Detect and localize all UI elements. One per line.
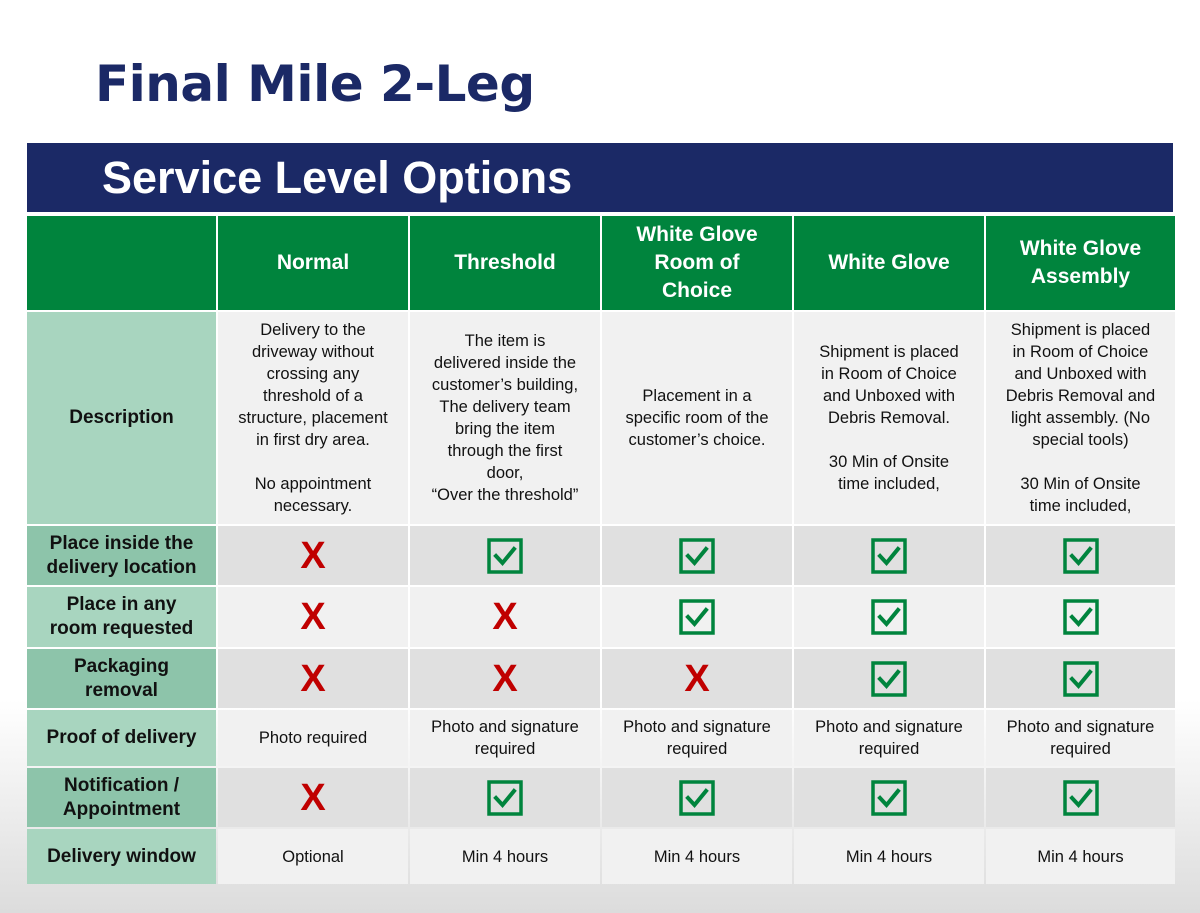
checkbox-checked-icon (871, 599, 907, 635)
table-cell (410, 649, 600, 708)
cross-icon: X (300, 657, 326, 700)
checkbox-checked-icon (1063, 661, 1099, 697)
checkbox-checked-icon (871, 661, 907, 697)
section-banner (27, 143, 1173, 212)
checkbox-checked-icon (679, 599, 715, 635)
checkbox-checked-icon (679, 538, 715, 574)
header-corner (27, 216, 216, 310)
checkbox-checked-icon (487, 780, 523, 816)
table-cell: Placement in a specific room of the customer’s choice. (602, 312, 792, 524)
cross-icon: X (492, 657, 518, 700)
checkbox-checked-icon (871, 538, 907, 574)
table-cell: Photo and signature required (410, 710, 600, 766)
table-cell (794, 526, 984, 585)
row-header: Description (27, 312, 216, 524)
column-header: White Glove Assembly (986, 216, 1175, 310)
table-cell (410, 587, 600, 647)
cross-icon: X (492, 596, 518, 638)
table-cell: Photo and signature required (986, 710, 1175, 766)
table-cell (218, 649, 408, 708)
column-header: White Glove (794, 216, 984, 310)
table-cell (602, 587, 792, 647)
table-cell: Delivery to the driveway without crossing any threshold of a structure, placement in first dry area. No appointment necessary. (218, 312, 408, 524)
checkbox-checked-icon (487, 538, 523, 574)
table-cell: Min 4 hours (410, 829, 600, 884)
table-cell: Photo required (218, 710, 408, 766)
banner-title: Service Level Options (102, 152, 573, 203)
table-cell (986, 768, 1175, 827)
service-level-table (27, 216, 1173, 884)
table-cell (602, 526, 792, 585)
table-cell (218, 768, 408, 827)
table-cell (986, 649, 1175, 708)
table-cell: Photo and signature required (794, 710, 984, 766)
cross-icon: X (684, 657, 710, 700)
table-cell: Min 4 hours (986, 829, 1175, 884)
row-header: Delivery window (27, 829, 216, 884)
column-header: Normal (218, 216, 408, 310)
table-cell: Optional (218, 829, 408, 884)
row-header: Place inside the delivery location (27, 526, 216, 585)
table-cell: Shipment is placed in Room of Choice and Unboxed with Debris Removal and light assembly. (No special tools) 30 Min of Onsite time included, (986, 312, 1175, 524)
table-cell (986, 587, 1175, 647)
cross-icon: X (300, 776, 326, 819)
row-header: Notification / Appointment (27, 768, 216, 827)
column-header: Threshold (410, 216, 600, 310)
row-header: Place in any room requested (27, 587, 216, 647)
table-cell (218, 587, 408, 647)
table-cell (986, 526, 1175, 585)
table-cell (410, 526, 600, 585)
table-cell: The item is delivered inside the customer’s building, The delivery team bring the item through the first door, “Over the threshold” (410, 312, 600, 524)
column-header: White Glove Room of Choice (602, 216, 792, 310)
table-cell (602, 649, 792, 708)
page-title: Final Mile 2-Leg (95, 55, 535, 113)
table-cell: Min 4 hours (794, 829, 984, 884)
table-cell: Min 4 hours (602, 829, 792, 884)
cross-icon: X (300, 534, 326, 577)
checkbox-checked-icon (1063, 780, 1099, 816)
checkbox-checked-icon (1063, 538, 1099, 574)
table-cell (794, 768, 984, 827)
row-header: Packaging removal (27, 649, 216, 708)
table-cell (218, 526, 408, 585)
table-cell (794, 649, 984, 708)
checkbox-checked-icon (1063, 599, 1099, 635)
table-cell: Photo and signature required (602, 710, 792, 766)
table-cell (602, 768, 792, 827)
cross-icon: X (300, 596, 326, 638)
table-cell: Shipment is placed in Room of Choice and Unboxed with Debris Removal. 30 Min of Onsite time included, (794, 312, 984, 524)
checkbox-checked-icon (679, 780, 715, 816)
table-cell (794, 587, 984, 647)
checkbox-checked-icon (871, 780, 907, 816)
table-cell (410, 768, 600, 827)
row-header: Proof of delivery (27, 710, 216, 766)
